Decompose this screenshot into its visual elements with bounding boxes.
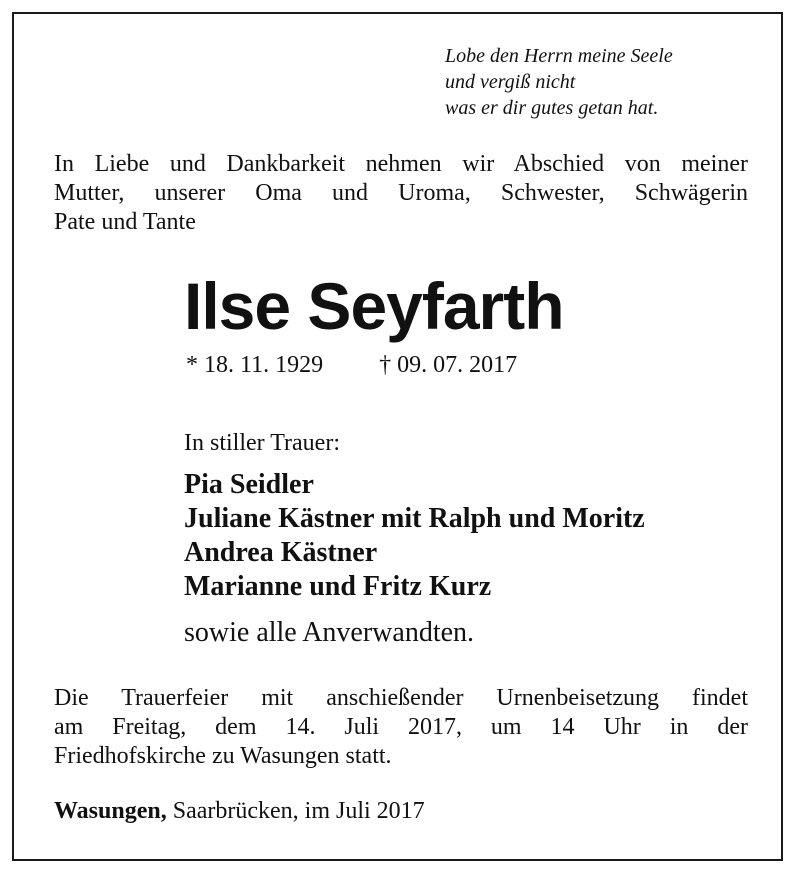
- intro-line-1: In Liebe und Dankbarkeit nehmen wir Abschied von meiner: [54, 151, 748, 177]
- signoff-rest: Saarbrücken, im Juli 2017: [166, 798, 425, 824]
- ceremony-line-3: Friedhofskirche zu Wasungen statt.: [54, 743, 392, 769]
- mourner-name: Pia Seidler: [184, 469, 314, 500]
- intro-paragraph: [54, 150, 748, 237]
- signoff: [54, 796, 425, 826]
- life-dates: [186, 350, 517, 380]
- verse-line-2: und vergiß nicht: [445, 71, 576, 93]
- bible-verse: [445, 43, 673, 121]
- other-relatives: sowie alle Anverwandten.: [184, 617, 475, 648]
- mourner-name: Juliane Kästner mit Ralph und Moritz: [184, 503, 645, 534]
- verse-line-3: was er dir gutes getan hat.: [445, 97, 659, 119]
- intro-line-2: Mutter, unserer Oma und Uroma, Schwester, Schwägerin: [54, 180, 748, 206]
- deceased-name: Ilse Seyfarth: [184, 269, 564, 343]
- intro-line-3: Pate und Tante: [54, 209, 196, 235]
- ceremony-line-2: am Freitag, dem 14. Juli 2017, um 14 Uhr in der: [54, 714, 748, 740]
- mourner-name: Andrea Kästner: [184, 537, 378, 568]
- ceremony-line-1: Die Trauerfeier mit anschießender Urnenbeisetzung findet: [54, 685, 748, 711]
- mourner-name: Marianne und Fritz Kurz: [184, 571, 492, 602]
- verse-line-1: Lobe den Herrn meine Seele: [445, 45, 673, 67]
- ceremony-paragraph: [54, 684, 748, 771]
- mourning-heading: In stiller Trauer:: [184, 430, 340, 456]
- birth-date: * 18. 11. 1929: [186, 352, 324, 378]
- signoff-place: Wasungen,: [54, 798, 167, 824]
- mourners-list: [184, 468, 645, 604]
- death-date: † 09. 07. 2017: [379, 352, 518, 378]
